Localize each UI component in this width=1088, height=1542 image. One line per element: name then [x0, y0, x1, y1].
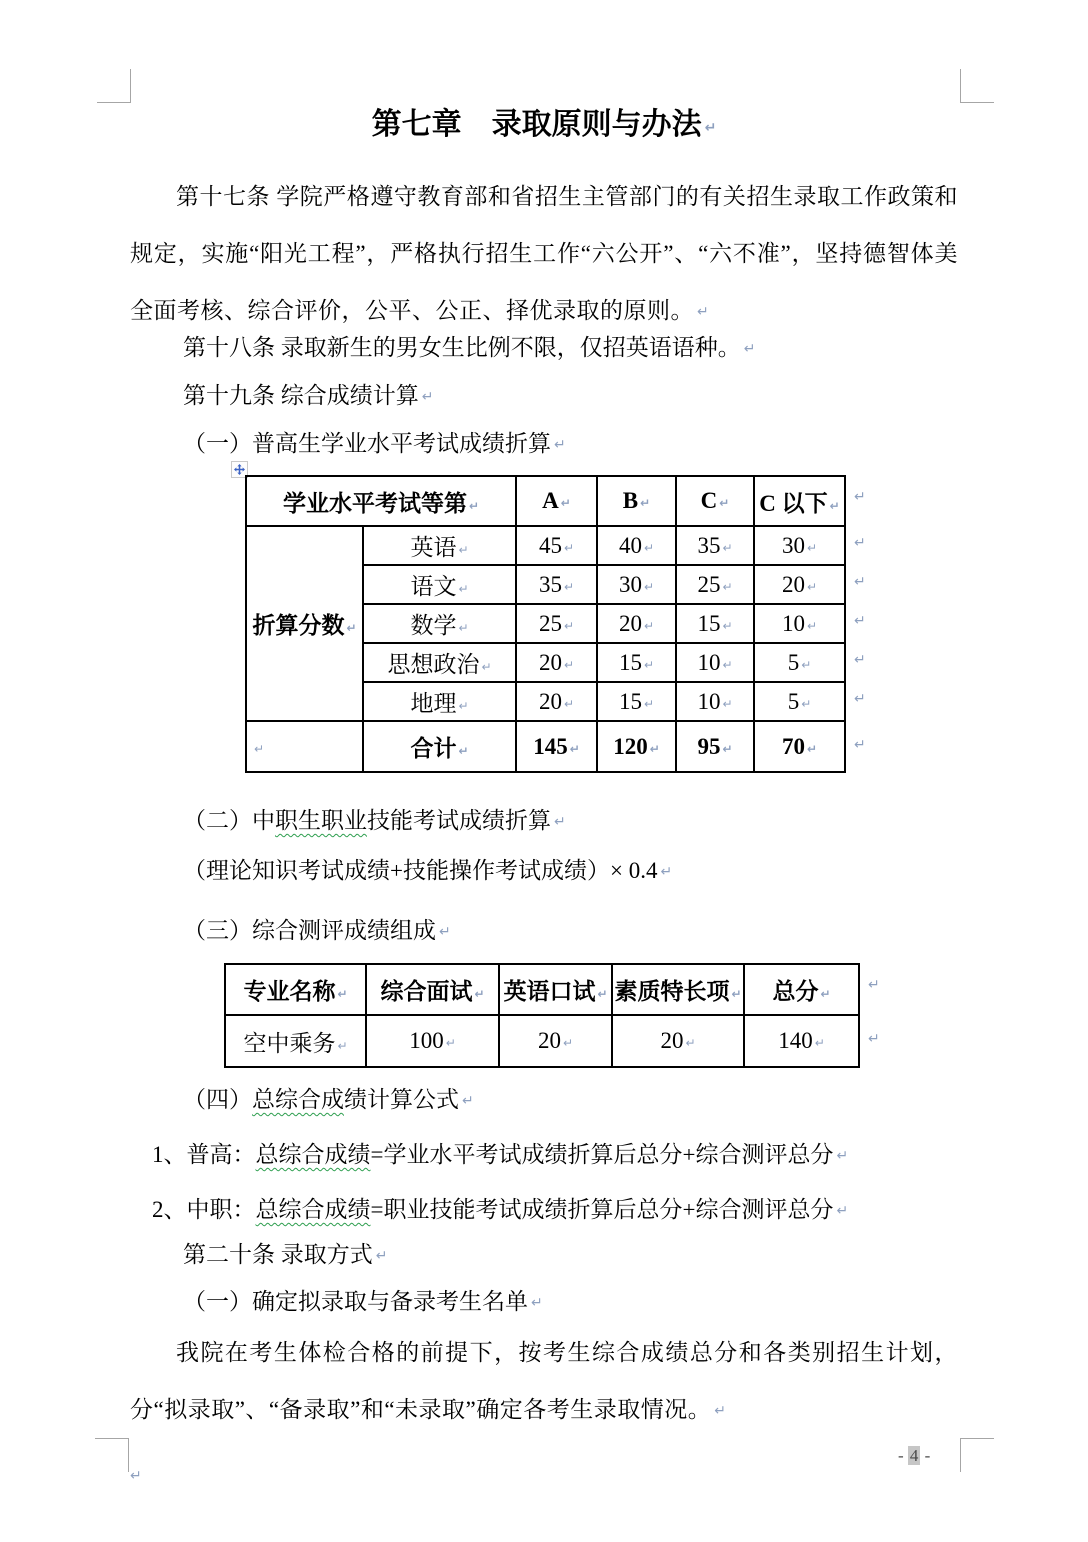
list-item-2: （二）中职生职业技能考试成绩折算 ↵ — [183, 808, 566, 833]
cell-subject: 语文 ↵ — [363, 565, 516, 604]
cell-total-value: 95 ↵ — [676, 721, 754, 772]
header-cell-major: 专业名称 ↵ — [225, 964, 366, 1015]
pilcrow-icon: ↵ — [130, 1468, 142, 1484]
pilcrow-icon: ↵ — [531, 1295, 543, 1311]
paragraph-text: 第十九条 综合成绩计算 — [183, 383, 419, 408]
header-cell-oral-english: 英语口试 ↵ — [499, 964, 612, 1015]
pilcrow-icon: ↵ — [421, 389, 434, 405]
pilcrow-icon: ↵ — [731, 987, 742, 1001]
four-way-arrow-icon — [234, 464, 245, 475]
pilcrow-icon: ↵ — [481, 660, 492, 674]
cell-value: 30 ↵ — [597, 565, 676, 604]
pilcrow-icon: ↵ — [806, 741, 818, 756]
pilcrow-icon: ↵ — [643, 579, 655, 594]
header-cell-grade-a: A ↵ — [516, 476, 597, 526]
cell-subject: 数学 ↵ — [363, 604, 516, 643]
cell-value: 40 ↵ — [597, 526, 676, 565]
empty-paragraph — [130, 1468, 142, 1487]
pilcrow-icon: ↵ — [562, 1036, 574, 1050]
pilcrow-icon: ↵ — [854, 652, 866, 668]
pilcrow-icon: ↵ — [563, 657, 575, 672]
cell-subject: 英语 ↵ — [363, 526, 516, 565]
header-cell-special-talent: 素质特长项 ↵ — [612, 964, 744, 1015]
pilcrow-icon: ↵ — [743, 341, 756, 357]
pilcrow-icon: ↵ — [560, 496, 571, 510]
paragraph-article-19 — [183, 378, 433, 415]
table-row — [225, 1015, 859, 1067]
pilcrow-icon: ↵ — [554, 814, 566, 830]
cell-total-value: 70 ↵ — [754, 721, 845, 772]
header-cell-grade-c: C ↵ — [676, 476, 754, 526]
pilcrow-icon: ↵ — [806, 618, 818, 633]
paragraph-article-17 — [130, 168, 958, 341]
cell-value: 5 ↵ — [754, 643, 845, 682]
grammar-underlined-text: 总综合成绩 — [255, 1142, 371, 1167]
cell-value: 20 ↵ — [516, 643, 597, 682]
header-cell-grade-b: B ↵ — [597, 476, 676, 526]
pilcrow-icon: ↵ — [643, 540, 655, 555]
pilcrow-icon: ↵ — [806, 540, 818, 555]
cell-value: 140 ↵ — [744, 1015, 859, 1067]
pilcrow-icon: ↵ — [719, 496, 730, 510]
list-item-1 — [183, 426, 566, 463]
pilcrow-icon: ↵ — [685, 1036, 696, 1050]
cell-subject: 思想政治 ↵ — [363, 643, 516, 682]
cell-value: 15 ↵ — [676, 604, 754, 643]
pilcrow-icon: ↵ — [337, 1038, 348, 1053]
pilcrow-icon: ↵ — [814, 1036, 825, 1050]
cell-row-group-label: 折算分数 ↵ — [246, 526, 363, 721]
cell-value: 25 ↵ — [516, 604, 597, 643]
pilcrow-icon: ↵ — [854, 613, 866, 629]
pilcrow-icon: ↵ — [563, 618, 575, 633]
cell-total-label: 合计 ↵ — [363, 721, 516, 772]
pilcrow-icon: ↵ — [643, 696, 655, 711]
evaluation-table — [224, 963, 860, 1068]
pilcrow-icon: ↵ — [722, 618, 733, 633]
list-item-5: （一）确定拟录取与备录考生名单 ↵ — [183, 1289, 543, 1314]
pilcrow-icon: ↵ — [458, 744, 469, 758]
cell-subject: 地理 ↵ — [363, 682, 516, 721]
table-row — [246, 526, 845, 565]
cell-empty — [246, 721, 363, 772]
cell-value: 10 ↵ — [754, 604, 845, 643]
paragraph-article-18 — [183, 330, 755, 367]
pilcrow-icon: ↵ — [439, 924, 451, 940]
pilcrow-icon: ↵ — [722, 741, 733, 756]
cell-value: 10 ↵ — [676, 643, 754, 682]
cell-value: 30 ↵ — [754, 526, 845, 565]
pilcrow-icon: ↵ — [714, 1403, 727, 1419]
pilcrow-icon: ↵ — [643, 657, 655, 672]
pilcrow-icon: ↵ — [337, 987, 348, 1001]
cell-value: 45 ↵ — [516, 526, 597, 565]
cell-value: 20 ↵ — [597, 604, 676, 643]
cell-value: 20 ↵ — [499, 1015, 612, 1067]
paragraph-article-20: 第二十条 录取方式 ↵ — [183, 1242, 388, 1267]
pilcrow-icon: ↵ — [704, 120, 717, 136]
paragraph-text: 第十八条 录取新生的男女生比例不限，仅招英语语种。 — [183, 335, 741, 360]
cell-value: 10 ↵ — [676, 682, 754, 721]
pilcrow-icon: ↵ — [854, 691, 866, 707]
pilcrow-icon: ↵ — [563, 540, 575, 555]
cell-value: 35 ↵ — [516, 565, 597, 604]
list-item-3: （三）综合测评成绩组成 ↵ — [183, 918, 451, 943]
header-cell-interview: 综合面试 ↵ — [366, 964, 499, 1015]
cell-total-value: 120 ↵ — [597, 721, 676, 772]
pilcrow-icon: ↵ — [868, 1031, 880, 1047]
cell-value: 5 ↵ — [754, 682, 845, 721]
pilcrow-icon: ↵ — [854, 737, 866, 753]
pilcrow-icon: ↵ — [697, 304, 710, 320]
pilcrow-icon: ↵ — [468, 498, 480, 513]
pilcrow-icon: ↵ — [445, 1036, 456, 1050]
conversion-formula: （理论知识考试成绩+技能操作考试成绩）× 0.4 ↵ — [183, 858, 673, 883]
cell-value: 20 ↵ — [516, 682, 597, 721]
chapter-title — [130, 104, 958, 149]
pilcrow-icon: ↵ — [554, 437, 566, 453]
pilcrow-icon: ↵ — [801, 696, 812, 711]
grammar-underlined-text: 总综合成绩 — [255, 1197, 371, 1222]
pilcrow-icon: ↵ — [346, 621, 357, 635]
crop-mark-bottom-left — [95, 1438, 129, 1472]
cell-value: 20 ↵ — [612, 1015, 744, 1067]
table-header-row — [225, 964, 859, 1015]
cell-total-value: 145 ↵ — [516, 721, 597, 772]
pilcrow-icon: ↵ — [643, 618, 655, 633]
table-evaluation-composition — [224, 963, 880, 1068]
pilcrow-icon: ↵ — [854, 535, 866, 551]
pilcrow-icon: ↵ — [458, 621, 469, 635]
header-cell-total: 总分 ↵ — [744, 964, 859, 1015]
grammar-underlined-text: 职生职业 — [275, 808, 367, 833]
pilcrow-icon: ↵ — [806, 579, 818, 594]
paragraph-admission-status: 我院在考生体检合格的前提下，按考生综合成绩总分和各类别招生计划，分“拟录取”、“备录取”和“未录取”确定各考生录取情况。 ↵ — [130, 1340, 958, 1422]
cell-value: 15 ↵ — [597, 682, 676, 721]
pilcrow-icon: ↵ — [254, 741, 265, 756]
table-header-row — [246, 476, 845, 526]
pilcrow-icon: ↵ — [836, 1203, 849, 1219]
pilcrow-icon: ↵ — [474, 987, 485, 1001]
header-cell-grade-below-c: C 以下 ↵ — [754, 476, 845, 526]
crop-mark-top-left — [97, 69, 131, 103]
cell-value: 20 ↵ — [754, 565, 845, 604]
pilcrow-icon: ↵ — [722, 579, 733, 594]
paragraph-text: 第十七条 学院严格遵守教育部和省招生主管部门的有关招生录取工作政策和规定，实施“阳光工程”，严格执行招生工作“六公开”、“六不准”，坚持德智体美全面考核、综合评价，公平、公正、择优录取的原则。 — [130, 184, 958, 323]
crop-mark-bottom-right — [960, 1438, 994, 1472]
pilcrow-icon: ↵ — [660, 864, 673, 880]
pilcrow-icon: ↵ — [569, 741, 580, 756]
page-number-field: 4 — [909, 1446, 919, 1465]
pilcrow-icon: ↵ — [375, 1248, 388, 1264]
pilcrow-icon: ↵ — [458, 582, 469, 596]
page-number: - 4 - — [898, 1446, 931, 1465]
cell-value: 100 ↵ — [366, 1015, 499, 1067]
pilcrow-icon: ↵ — [722, 696, 733, 711]
crop-mark-top-right — [960, 69, 994, 103]
cell-value: 35 ↵ — [676, 526, 754, 565]
chapter-title-text: 第七章 录取原则与办法 — [371, 108, 702, 141]
pilcrow-icon: ↵ — [640, 496, 651, 510]
grammar-underlined-text: 总综合成 — [252, 1087, 344, 1112]
pilcrow-icon: ↵ — [462, 1093, 474, 1109]
pilcrow-icon: ↵ — [649, 741, 660, 756]
cell-value: 25 ↵ — [676, 565, 754, 604]
pilcrow-icon: ↵ — [722, 540, 733, 555]
formula-vocational: 2、中职：总综合成绩=职业技能考试成绩折算后总分+综合测评总分 ↵ — [152, 1197, 849, 1222]
cell-value: 15 ↵ — [597, 643, 676, 682]
pilcrow-icon: ↵ — [722, 657, 733, 672]
pilcrow-icon: ↵ — [829, 498, 840, 513]
pilcrow-icon: ↵ — [868, 977, 880, 993]
header-cell-exam-grade: 学业水平考试等第 ↵ — [246, 476, 516, 526]
formula-general-high-school: 1、普高：总综合成绩=学业水平考试成绩折算后总分+综合测评总分 ↵ — [152, 1142, 849, 1167]
pilcrow-icon: ↵ — [820, 987, 831, 1001]
list-item-4: （四）总综合成绩计算公式 ↵ — [183, 1087, 474, 1112]
academic-conversion-table — [245, 475, 846, 773]
list-item-text: （一）普高生学业水平考试成绩折算 — [183, 431, 551, 456]
table-academic-conversion — [245, 475, 866, 773]
cell-major-name: 空中乘务 ↵ — [225, 1015, 366, 1067]
pilcrow-icon: ↵ — [458, 699, 469, 713]
pilcrow-icon: ↵ — [563, 579, 575, 594]
pilcrow-icon: ↵ — [854, 489, 866, 505]
pilcrow-icon: ↵ — [801, 657, 812, 672]
pilcrow-icon: ↵ — [458, 543, 469, 557]
pilcrow-icon: ↵ — [854, 574, 866, 590]
pilcrow-icon: ↵ — [597, 987, 608, 1001]
pilcrow-icon: ↵ — [836, 1148, 849, 1164]
table-total-row — [246, 721, 845, 772]
pilcrow-icon: ↵ — [563, 696, 575, 711]
